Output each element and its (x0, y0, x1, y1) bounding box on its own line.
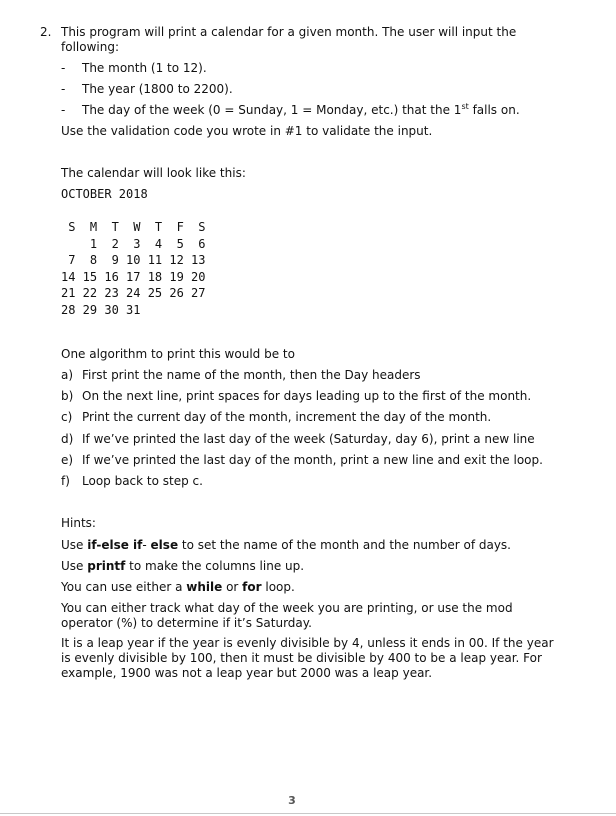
hint-printf (61, 559, 304, 574)
step-letter: e) (61, 453, 74, 467)
step-letter: f) (61, 474, 70, 488)
list-dash: - (61, 61, 66, 75)
calendar-week-row: 14 15 16 17 18 19 20 (61, 270, 206, 284)
hint-text: or (222, 580, 243, 594)
page-bottom-rule (0, 813, 616, 814)
hint-mod-operator: You can either track what day of the week you are printing, or use the mod operator (%) to determine if it’s Saturday. (61, 601, 513, 630)
calendar-week-row: 28 29 30 31 (61, 303, 141, 317)
step-letter: b) (61, 389, 74, 403)
hint-text: You can use either a (61, 580, 187, 594)
hint-text: loop. (261, 580, 295, 594)
hint-text: to make the columns line up. (125, 559, 305, 573)
hint-loop (61, 580, 295, 595)
hint-text: to set the name of the month and the number of days. (178, 538, 511, 552)
calendar-week-row: 21 22 23 24 25 26 27 (61, 286, 206, 300)
step-text: First print the name of the month, then the Day headers (82, 368, 421, 382)
ordinal-suffix: st (461, 102, 469, 111)
hint-text: Use (61, 559, 88, 573)
step-text: If we’ve printed the last day of the week (Saturday, day 6), print a new line (82, 432, 535, 446)
list-dash: - (61, 82, 66, 96)
input-day-of-week-text: The day of the week (0 = Sunday, 1 = Monday, etc.) that the 1 (82, 103, 462, 117)
step-text: Loop back to step c. (82, 474, 203, 488)
step-letter: a) (61, 368, 74, 382)
problem-number: 2. (40, 25, 52, 39)
step-letter: d) (61, 432, 74, 446)
step-letter: c) (61, 410, 73, 424)
hint-if-else (61, 538, 511, 553)
input-day-of-week-tail: falls on. (468, 103, 520, 117)
step-text: Print the current day of the month, increment the day of the month. (82, 410, 492, 424)
problem-intro: This program will print a calendar for a given month. The user will input the following: (61, 25, 517, 54)
page-number: 3 (288, 794, 296, 807)
step-text: On the next line, print spaces for days leading up to the first of the month. (82, 389, 532, 403)
input-year: The year (1800 to 2200). (82, 82, 233, 96)
input-day-of-week (82, 103, 520, 118)
hints-title: Hints: (61, 516, 96, 530)
calendar-header-row: S M T W T F S (61, 220, 206, 234)
hint-text: - (142, 538, 151, 552)
hint-text: Use (61, 538, 88, 552)
input-month: The month (1 to 12). (82, 61, 207, 75)
calendar-intro: The calendar will look like this: (61, 166, 246, 180)
calendar-week-row: 7 8 9 10 11 12 13 (61, 253, 206, 267)
hint-keyword: printf (87, 559, 126, 573)
calendar-title: OCTOBER 2018 (61, 187, 148, 201)
hint-keyword: if-else if (87, 538, 143, 552)
hint-leap-year: It is a leap year if the year is evenly divisible by 4, unless it ends in 00. If the year is evenly divisible by 100, then it must be divisible by 400 to be a leap year. For example, 1900 was not a leap year but 2000 was a leap year. (61, 636, 554, 680)
hint-keyword: while (186, 580, 223, 594)
step-text: If we’ve printed the last day of the month, print a new line and exit the loop. (82, 453, 543, 467)
list-dash: - (61, 103, 66, 117)
hint-keyword: else (150, 538, 179, 552)
validation-note: Use the validation code you wrote in #1 to validate the input. (61, 124, 433, 138)
hint-keyword: for (242, 580, 262, 594)
algorithm-intro: One algorithm to print this would be to (61, 347, 295, 361)
calendar-week-row: 1 2 3 4 5 6 (61, 237, 206, 251)
